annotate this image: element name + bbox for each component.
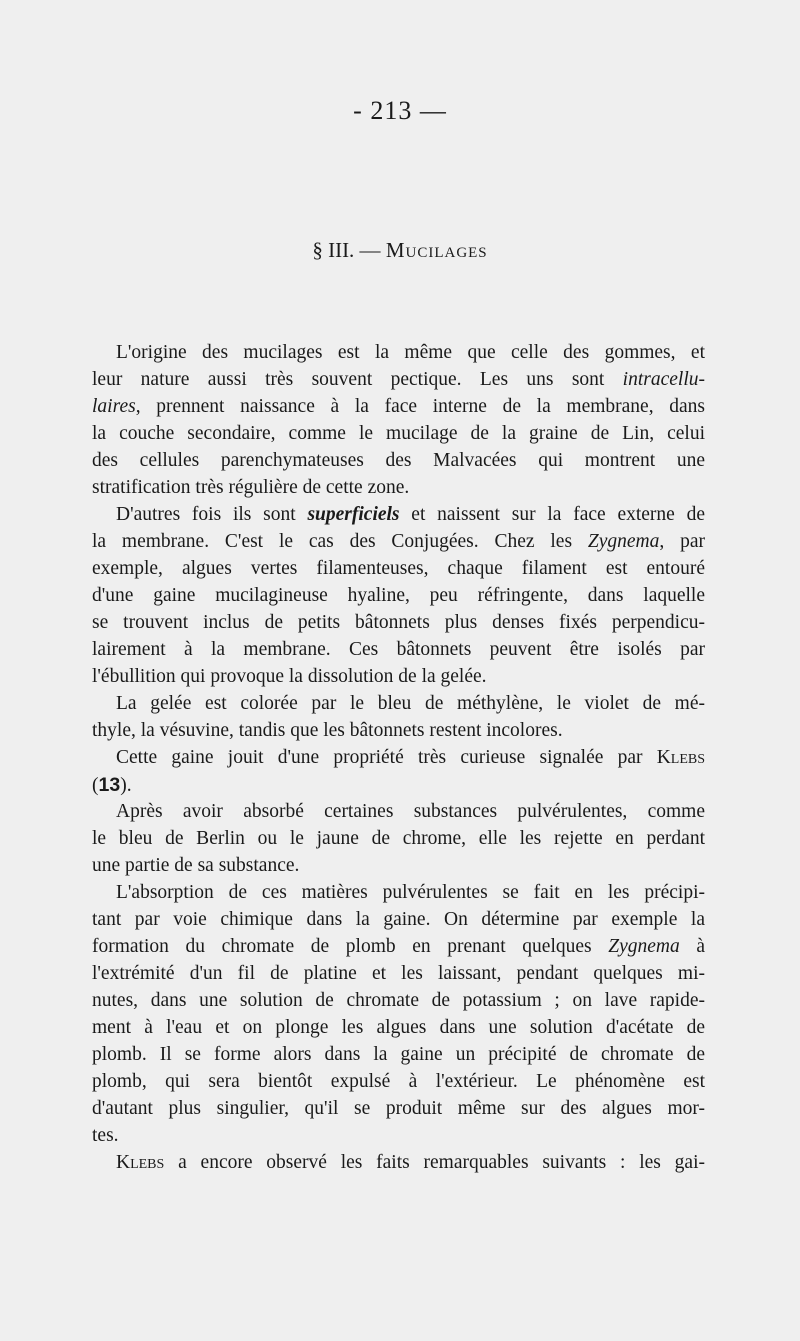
text-line: l'extrémité d'un fil de platine et les laissant, pendant quelques mi- xyxy=(92,963,705,984)
text-line: nutes, dans une solution de chromate de potassium ; on lave rapide- xyxy=(92,990,705,1011)
italic-run: Zygnema xyxy=(608,936,680,957)
text-line: L'origine des mucilages est la même que celle des gommes, et xyxy=(116,342,705,363)
text-line xyxy=(116,743,705,773)
text-line xyxy=(92,527,705,557)
italic-run: intracellu- xyxy=(622,369,705,390)
italic-run: Zygnema xyxy=(587,531,660,552)
section-title: Mucilages xyxy=(385,238,488,262)
italic-run: superficiels xyxy=(307,504,400,525)
text-line: Après avoir absorbé certaines substances pulvérulentes, comme xyxy=(116,801,705,822)
text-line xyxy=(92,770,705,800)
text-run: et naissent sur la face externe de xyxy=(399,504,706,525)
text-line xyxy=(116,500,705,530)
page-number: - 213 — xyxy=(353,96,447,125)
text-run: leur nature aussi très souvent pectique. Les uns sont xyxy=(92,369,623,390)
text-line xyxy=(116,1148,705,1178)
text-line: ment à l'eau et on plonge les algues dans une solution d'acétate de xyxy=(92,1017,705,1038)
text-line: tant par voie chimique dans la gaine. On détermine par exemple la xyxy=(92,909,705,930)
text-run: , par xyxy=(659,531,705,552)
text-line: exemple, algues vertes filamenteuses, chaque filament est entouré xyxy=(92,558,705,579)
text-line xyxy=(92,932,705,962)
text-line: L'absorption de ces matières pulvérulentes se fait en les précipi- xyxy=(116,882,705,903)
text-line: La gelée est colorée par le bleu de méthylène, le violet de mé- xyxy=(116,693,705,714)
text-line: une partie de sa substance. xyxy=(92,855,300,876)
italic-run: laires xyxy=(92,396,136,417)
text-run: Cette gaine jouit d'une propriété très curieuse signalée par xyxy=(116,747,657,768)
text-run: D'autres fois ils sont xyxy=(116,504,308,525)
text-run: la membrane. C'est le cas des Conjugées. Chez les xyxy=(92,531,588,552)
text-line: stratification très régulière de cette zone. xyxy=(92,477,410,498)
author-name: Klebs xyxy=(116,1152,165,1173)
text-line: tes. xyxy=(92,1125,119,1146)
section-heading xyxy=(0,238,800,263)
text-line xyxy=(92,365,705,395)
text-line xyxy=(92,392,705,422)
text-run: a encore observé les faits remarquables suivants : les gai- xyxy=(164,1152,705,1173)
text-line: plomb. Il se forme alors dans la gaine un précipité de chromate de xyxy=(92,1044,705,1065)
text-line: la couche secondaire, comme le mucilage de la graine de Lin, celui xyxy=(92,423,705,444)
text-line: lairement à la membrane. Ces bâtonnets peuvent être isolés par xyxy=(92,639,705,660)
text-run: à xyxy=(679,936,705,957)
text-line: se trouvent inclus de petits bâtonnets plus denses fixés perpendicu- xyxy=(92,612,705,633)
text-line: le bleu de Berlin ou le jaune de chrome, elle les rejette en perdant xyxy=(92,828,705,849)
text-line: des cellules parenchymateuses des Malvacées qui montrent une xyxy=(92,450,705,471)
text-run: ). xyxy=(120,775,132,796)
text-run: formation du chromate de plomb en prenant quelques xyxy=(92,936,609,957)
text-run: , prennent naissance à la face interne de la membrane, dans xyxy=(135,396,705,417)
section-number: § III. — xyxy=(312,238,381,262)
text-line: thyle, la vésuvine, tandis que les bâtonnets restent incolores. xyxy=(92,720,563,741)
text-line: plomb, qui sera bientôt expulsé à l'extérieur. Le phénomène est xyxy=(92,1071,705,1092)
author-name: Klebs xyxy=(656,747,705,768)
text-line: d'autant plus singulier, qu'il se produit même sur des algues mor- xyxy=(92,1098,705,1119)
text-run: ( xyxy=(92,775,99,796)
text-line: d'une gaine mucilagineuse hyaline, peu réfringente, dans laquelle xyxy=(92,585,705,606)
text-line: l'ébullition qui provoque la dissolution de la gelée. xyxy=(92,666,487,687)
reference-number: 13 xyxy=(98,774,121,796)
